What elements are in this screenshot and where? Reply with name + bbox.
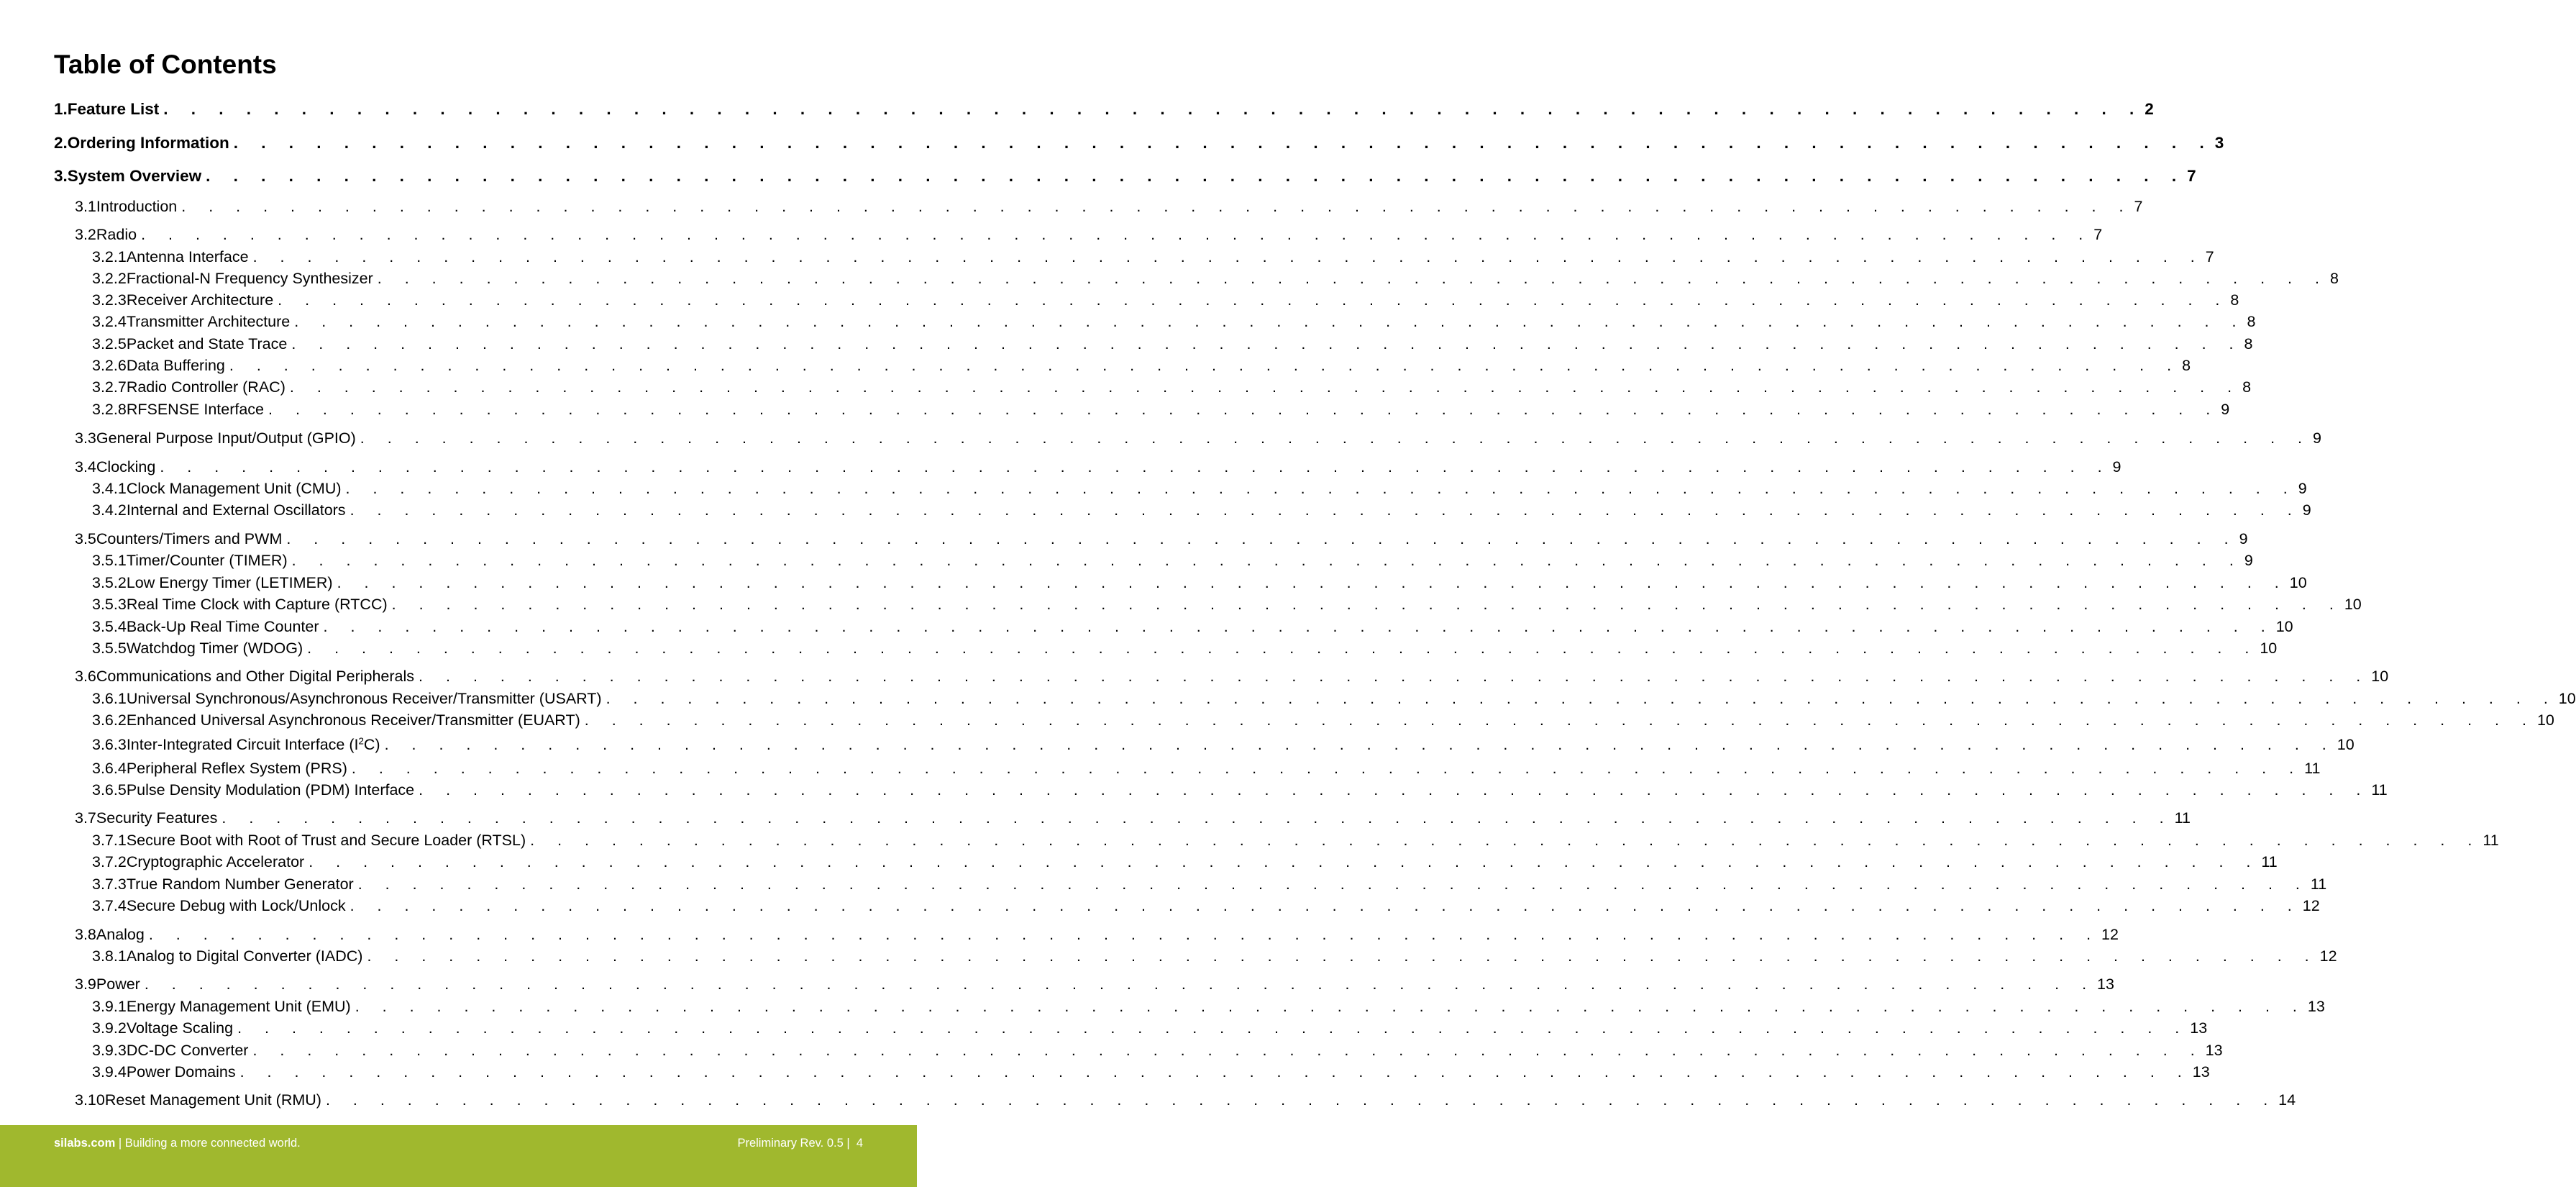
dot-leader: . . . . . . . . . . . . . . . . . . . . . . . . . . . . . . . . . . . . . . . . . . . . . . . . . . . . . . . . . . . . . . . . . . . . . . . . <box>323 618 2275 635</box>
entry-title: Back-Up Real Time Counter <box>126 618 319 635</box>
toc-entry[interactable] <box>92 291 2239 309</box>
entry-title: Real Time Clock with Capture (RTCC) <box>126 596 388 613</box>
toc-entry[interactable] <box>92 640 2278 657</box>
entry-title: True Random Number Generator <box>126 876 354 893</box>
page-number: 10 <box>2260 640 2278 657</box>
entry-number: 3.8 <box>75 926 96 943</box>
entry-title: Voltage Scaling <box>126 1019 234 1037</box>
toc-entry[interactable] <box>92 313 2256 330</box>
entry-title: Energy Management Unit (EMU) <box>126 998 351 1015</box>
toc-entry[interactable] <box>92 378 2252 396</box>
page-number: 9 <box>2221 401 2230 418</box>
entry-title: Low Energy Timer (LETIMER) <box>126 574 333 591</box>
dot-leader: . . . . . . . . . . . . . . . . . . . . . . . . . . . . . . . . . . . . . . . . . . . . . . . . . . . . . . . . . . . . . . . . . . . . . . . . <box>419 668 2370 685</box>
entry-number: 3.9 <box>75 975 96 993</box>
page-number: 8 <box>2230 291 2239 309</box>
entry-number: 3.9.1 <box>92 998 127 1015</box>
entry-title: Communications and Other Digital Peripherals <box>96 668 415 685</box>
entry-number: 3.2 <box>75 226 96 243</box>
dot-leader: . . . . . . . . . . . . . . . . . . . . . . . . . . . . . . . . . . . . . . . . . . . . . . . . . . . . . . . . . . . . . . . . . . . . . . . . <box>148 926 2101 943</box>
entry-title: Enhanced Universal Asynchronous Receiver/Transmitter (EUART) <box>126 711 580 729</box>
entry-title <box>127 737 380 753</box>
page-number: 8 <box>2182 357 2191 374</box>
entry-number: 3.2.4 <box>92 313 127 330</box>
dot-leader: . . . . . . . . . . . . . . . . . . . . . . . . . . . . . . . . . . . . . . . . . . . . . . . . . . . . . . . . . . . . . . . . . . . . . . . . <box>584 711 2536 729</box>
page-number: 11 <box>2261 853 2278 870</box>
toc-entry[interactable] <box>92 832 2499 849</box>
dot-leader: . . . . . . . . . . . . . . . . . . . . . . . . . . . . . . . . . . . . . . . . . . . . . . . . . . . . . . . . . . . . . . . . . . . . . . . . <box>160 458 2111 476</box>
dot-leader: . . . . . . . . . . . . . . . . . . . . . . . . . . . . . . . . . . . . . . . . . . . . . . . . . . . . . . . . . . . . . . . . . . . . . . . . <box>163 100 2144 118</box>
page-number: 9 <box>2244 552 2253 569</box>
entry-title: Timer/Counter (TIMER) <box>126 552 288 569</box>
page-number: 12 <box>2302 897 2320 914</box>
footer-right <box>737 1137 863 1150</box>
toc-entry[interactable] <box>75 530 2248 547</box>
page-number: 8 <box>2329 270 2339 287</box>
entry-number: 2. <box>54 134 68 152</box>
toc-entry[interactable] <box>75 198 2143 215</box>
entry-title: Packet and State Trace <box>126 335 288 353</box>
entry-number: 3.6 <box>75 668 96 685</box>
dot-leader: . . . . . . . . . . . . . . . . . . . . . . . . . . . . . . . . . . . . . . . . . . . . . . . . . . . . . . . . . . . . . . . . . . . . . . . . <box>350 897 2301 914</box>
entry-number: 3.5.5 <box>92 640 127 657</box>
entry-title: Data Buffering <box>126 357 225 374</box>
entry-number: 3.1 <box>75 198 96 215</box>
page-number: 11 <box>2174 809 2191 827</box>
entry-number: 3.5.2 <box>92 574 127 591</box>
toc-entry[interactable] <box>92 618 2293 635</box>
page-number: 10 <box>2536 711 2554 729</box>
toc-entry[interactable] <box>92 480 2307 497</box>
entry-number: 1. <box>54 100 68 118</box>
toc-entry[interactable] <box>92 574 2307 591</box>
entry-number: 3.7.3 <box>92 876 127 893</box>
entry-number: 3.5.4 <box>92 618 127 635</box>
toc-entry[interactable] <box>92 781 2388 799</box>
page-number: 13 <box>2097 975 2114 993</box>
toc-entry[interactable] <box>92 897 2320 914</box>
entry-title: Watchdog Timer (WDOG) <box>126 640 303 657</box>
entry-number: 3.7.1 <box>92 832 127 849</box>
entry-number: 3.3 <box>75 429 96 447</box>
dot-leader: . . . . . . . . . . . . . . . . . . . . . . . . . . . . . . . . . . . . . . . . . . . . . . . . . . . . . . . . . . . . . . . . . . . . . . . . <box>252 248 2204 265</box>
entry-number: 3.9.2 <box>92 1019 127 1037</box>
dot-leader: . . . . . . . . . . . . . . . . . . . . . . . . . . . . . . . . . . . . . . . . . . . . . . . . . . . . . . . . . . . . . . . . . . . . . . . . <box>268 401 2220 418</box>
dot-leader: . . . . . . . . . . . . . . . . . . . . . . . . . . . . . . . . . . . . . . . . . . . . . . . . . . . . . . . . . . . . . . . . . . . . . . . . <box>606 690 2557 707</box>
entry-number: 3.5 <box>75 530 96 547</box>
dot-leader: . . . . . . . . . . . . . . . . . . . . . . . . . . . . . . . . . . . . . . . . . . . . . . . . . . . . . . . . . . . . . . . . . . . . . . . . <box>309 853 2260 870</box>
entry-number: 3.2.6 <box>92 357 127 374</box>
toc-entry[interactable] <box>54 134 2224 152</box>
toc-entry[interactable] <box>92 270 2339 287</box>
entry-title: Peripheral Reflex System (PRS) <box>126 760 347 777</box>
dot-leader: . . . . . . . . . . . . . . . . . . . . . . . . . . . . . . . . . . . . . . . . . . . . . . . . . . . . . . . . . . . . . . . . . . . . . . . . <box>355 998 2306 1015</box>
page-number: 11 <box>2304 760 2321 777</box>
page-number: 10 <box>2371 668 2389 685</box>
page-number: 3 <box>2214 134 2224 152</box>
toc-entry[interactable] <box>92 552 2253 569</box>
dot-leader: . . . . . . . . . . . . . . . . . . . . . . . . . . . . . . . . . . . . . . . . . . . . . . . . . . . . . . . . . . . . . . . . . . . . . . . . <box>291 335 2243 353</box>
entry-title-post: C) <box>363 736 380 753</box>
entry-number: 3.9.3 <box>92 1042 127 1059</box>
page-number: 10 <box>2289 574 2307 591</box>
dot-leader: . . . . . . . . . . . . . . . . . . . . . . . . . . . . . . . . . . . . . . . . . . . . . . . . . . . . . . . . . . . . . . . . . . . . . . . . <box>391 596 2343 613</box>
entry-number: 3.7.4 <box>92 897 127 914</box>
dot-leader: . . . . . . . . . . . . . . . . . . . . . . . . . . . . . . . . . . . . . . . . . . . . . . . . . . . . . . . . . . . . . . . . . . . . . . . . <box>286 530 2238 547</box>
dot-leader: . . . . . . . . . . . . . . . . . . . . . . . . . . . . . . . . . . . . . . . . . . . . . . . . . . . . . . . . . . . . . . . . . . . . . . . . <box>233 134 2214 152</box>
entry-title: Pulse Density Modulation (PDM) Interface <box>126 781 415 799</box>
entry-number: 3.5.3 <box>92 596 127 613</box>
entry-title: Receiver Architecture <box>126 291 274 309</box>
footer-bar <box>0 1125 917 1187</box>
dot-leader: . . . . . . . . . . . . . . . . . . . . . . . . . . . . . . . . . . . . . . . . . . . . . . . . . . . . . . . . . . . . . . . . . . . . . . . . <box>144 975 2096 993</box>
toc-entry[interactable] <box>92 248 2214 265</box>
entry-number: 3.4.1 <box>92 480 127 497</box>
dot-leader: . . . . . . . . . . . . . . . . . . . . . . . . . . . . . . . . . . . . . . . . . . . . . . . . . . . . . . . . . . . . . . . . . . . . . . . . <box>360 429 2311 447</box>
superscript: 2 <box>358 735 364 747</box>
entry-title: Secure Debug with Lock/Unlock <box>126 897 346 914</box>
entry-number: 3.5.1 <box>92 552 127 569</box>
entry-title: Ordering Information <box>67 134 229 152</box>
toc-entry[interactable] <box>75 926 2119 943</box>
page-number: 2 <box>2145 100 2154 118</box>
toc-entry[interactable] <box>92 1063 2210 1081</box>
entry-number: 3.2.2 <box>92 270 127 287</box>
entry-title: RFSENSE Interface <box>126 401 265 418</box>
page-number: 10 <box>2275 618 2293 635</box>
entry-title: Transmitter Architecture <box>126 313 291 330</box>
page-number: 9 <box>2112 458 2121 476</box>
dot-leader: . . . . . . . . . . . . . . . . . . . . . . . . . . . . . . . . . . . . . . . . . . . . . . . . . . . . . . . . . . . . . . . . . . . . . . . . <box>206 167 2186 185</box>
toc-entry[interactable] <box>75 668 2389 685</box>
dot-leader: . . . . . . . . . . . . . . . . . . . . . . . . . . . . . . . . . . . . . . . . . . . . . . . . . . . . . . . . . . . . . . . . . . . . . . . . <box>307 640 2259 657</box>
entry-number: 3.2.3 <box>92 291 127 309</box>
page-number: 7 <box>2093 226 2103 243</box>
page-number: 11 <box>2483 832 2499 849</box>
page-number: 9 <box>2313 429 2321 447</box>
entry-title: Radio Controller (RAC) <box>126 378 286 396</box>
entry-title: Reset Management Unit (RMU) <box>104 1091 321 1109</box>
entry-title: General Purpose Input/Output (GPIO) <box>96 429 356 447</box>
toc-entry[interactable] <box>92 947 2337 965</box>
dot-leader: . . . . . . . . . . . . . . . . . . . . . . . . . . . . . . . . . . . . . . . . . . . . . . . . . . . . . . . . . . . . . . . . . . . . . . . . <box>239 1063 2191 1081</box>
dot-leader: . . . . . . . . . . . . . . . . . . . . . . . . . . . . . . . . . . . . . . . . . . . . . . . . . . . . . . . . . . . . . . . . . . . . . . . . <box>221 809 2173 827</box>
page-number: 7 <box>2134 198 2143 215</box>
toc-entry[interactable] <box>92 1019 2208 1037</box>
page-number: 14 <box>2278 1091 2296 1109</box>
entry-number: 3.7 <box>75 809 96 827</box>
entry-number: 3.6.5 <box>92 781 127 799</box>
entry-number: 3.7.2 <box>92 853 127 870</box>
page-number: 7 <box>2187 167 2196 185</box>
entry-title: System Overview <box>67 167 202 185</box>
dot-leader: . . . . . . . . . . . . . . . . . . . . . . . . . . . . . . . . . . . . . . . . . . . . . . . . . . . . . . . . . . . . . . . . . . . . . . . . <box>377 270 2329 287</box>
entry-title: Introduction <box>96 198 178 215</box>
dot-leader: . . . . . . . . . . . . . . . . . . . . . . . . . . . . . . . . . . . . . . . . . . . . . . . . . . . . . . . . . . . . . . . . . . . . . . . . <box>357 876 2309 893</box>
dot-leader: . . . . . . . . . . . . . . . . . . . . . . . . . . . . . . . . . . . . . . . . . . . . . . . . . . . . . . . . . . . . . . . . . . . . . . . . <box>345 480 2297 497</box>
entry-title: Power <box>96 975 140 993</box>
footer-separator: | <box>115 1137 125 1150</box>
dot-leader: . . . . . . . . . . . . . . . . . . . . . . . . . . . . . . . . . . . . . . . . . . . . . . . . . . . . . . . . . . . . . . . . . . . . . . . . <box>289 378 2242 396</box>
footer-revision: Preliminary Rev. 0.5 | <box>737 1137 854 1150</box>
dot-leader: . . . . . . . . . . . . . . . . . . . . . . . . . . . . . . . . . . . . . . . . . . . . . . . . . . . . . . . . . . . . . . . . . . . . . . . . <box>237 1019 2189 1037</box>
page-number: 7 <box>2205 248 2214 265</box>
entry-title: Feature List <box>67 100 160 118</box>
dot-leader: . . . . . . . . . . . . . . . . . . . . . . . . . . . . . . . . . . . . . . . . . . . . . . . . . . . . . . . . . . . . . . . . . . . . . . . . <box>350 501 2301 519</box>
dot-leader: . . . . . . . . . . . . . . . . . . . . . . . . . . . . . . . . . . . . . . . . . . . . . . . . . . . . . . . . . . . . . . . . . . . . . . . . <box>325 1091 2278 1109</box>
entry-title: Antenna Interface <box>126 248 249 265</box>
entry-title: Clocking <box>96 458 156 476</box>
dot-leader: . . . . . . . . . . . . . . . . . . . . . . . . . . . . . . . . . . . . . . . . . . . . . . . . . . . . . . . . . . . . . . . . . . . . . . . . <box>278 291 2229 309</box>
toc-entry[interactable] <box>92 335 2253 353</box>
entry-title-pre: Inter-Integrated Circuit Interface (I <box>126 736 359 753</box>
page-number: 10 <box>2558 690 2576 707</box>
entry-title: Security Features <box>96 809 218 827</box>
entry-title: Counters/Timers and PWM <box>96 530 283 547</box>
page-number: 10 <box>2344 596 2362 613</box>
page-number: 9 <box>2302 501 2311 519</box>
entry-title: Secure Boot with Root of Trust and Secure Loader (RTSL) <box>126 832 526 849</box>
entry-number: 3.4.2 <box>92 501 127 519</box>
entry-number: 3.6.2 <box>92 711 127 729</box>
entry-number: 3. <box>54 167 68 185</box>
toc-entry[interactable] <box>75 809 2191 827</box>
entry-title: Internal and External Oscillators <box>126 501 346 519</box>
footer-left <box>54 1137 301 1150</box>
page-number: 8 <box>2242 378 2252 396</box>
entry-number: 3.2.7 <box>92 378 127 396</box>
page-number: 9 <box>2298 480 2307 497</box>
dot-leader: . . . . . . . . . . . . . . . . . . . . . . . . . . . . . . . . . . . . . . . . . . . . . . . . . . . . . . . . . . . . . . . . . . . . . . . . <box>384 736 2336 753</box>
entry-title: Power Domains <box>126 1063 236 1081</box>
entry-number: 3.2.1 <box>92 248 127 265</box>
page-title: Table of Contents <box>54 50 277 79</box>
dot-leader: . . . . . . . . . . . . . . . . . . . . . . . . . . . . . . . . . . . . . . . . . . . . . . . . . . . . . . . . . . . . . . . . . . . . . . . . <box>294 313 2246 330</box>
toc-entry[interactable] <box>92 501 2311 519</box>
dot-leader: . . . . . . . . . . . . . . . . . . . . . . . . . . . . . . . . . . . . . . . . . . . . . . . . . . . . . . . . . . . . . . . . . . . . . . . . <box>351 760 2303 777</box>
entry-number: 3.10 <box>75 1091 105 1109</box>
toc-entry[interactable] <box>75 226 2103 243</box>
toc-entry[interactable] <box>75 975 2114 993</box>
entry-title: Analog to Digital Converter (IADC) <box>126 947 363 965</box>
entry-title: Cryptographic Accelerator <box>126 853 305 870</box>
page-number: 11 <box>2310 876 2327 893</box>
page-number: 11 <box>2371 781 2388 799</box>
dot-leader: . . . . . . . . . . . . . . . . . . . . . . . . . . . . . . . . . . . . . . . . . . . . . . . . . . . . . . . . . . . . . . . . . . . . . . . . <box>367 947 2319 965</box>
toc-entry[interactable] <box>75 458 2121 476</box>
entry-title: DC-DC Converter <box>126 1042 249 1059</box>
page-number: 10 <box>2337 736 2355 753</box>
entry-number: 3.2.5 <box>92 335 127 353</box>
dot-leader: . . . . . . . . . . . . . . . . . . . . . . . . . . . . . . . . . . . . . . . . . . . . . . . . . . . . . . . . . . . . . . . . . . . . . . . . <box>229 357 2181 374</box>
entry-number: 3.9.4 <box>92 1063 127 1081</box>
toc-entry[interactable] <box>92 1042 2223 1059</box>
footer-tagline: Building a more connected world. <box>124 1137 301 1150</box>
dot-leader: . . . . . . . . . . . . . . . . . . . . . . . . . . . . . . . . . . . . . . . . . . . . . . . . . . . . . . . . . . . . . . . . . . . . . . . . <box>419 781 2370 799</box>
page-number: 13 <box>2190 1019 2208 1037</box>
dot-leader: . . . . . . . . . . . . . . . . . . . . . . . . . . . . . . . . . . . . . . . . . . . . . . . . . . . . . . . . . . . . . . . . . . . . . . . . <box>141 226 2093 243</box>
entry-number: 3.4 <box>75 458 96 476</box>
dot-leader: . . . . . . . . . . . . . . . . . . . . . . . . . . . . . . . . . . . . . . . . . . . . . . . . . . . . . . . . . . . . . . . . . . . . . . . . <box>291 552 2243 569</box>
toc-entry[interactable] <box>92 998 2325 1015</box>
toc-entry[interactable] <box>54 167 2196 185</box>
footer-page-number: 4 <box>856 1137 863 1150</box>
page-number: 8 <box>2244 335 2253 353</box>
toc-entry[interactable] <box>92 711 2554 729</box>
page-number: 13 <box>2192 1063 2210 1081</box>
entry-title: Analog <box>96 926 145 943</box>
page-number: 13 <box>2307 998 2325 1015</box>
dot-leader: . . . . . . . . . . . . . . . . . . . . . . . . . . . . . . . . . . . . . . . . . . . . . . . . . . . . . . . . . . . . . . . . . . . . . . . . <box>337 574 2288 591</box>
entry-number: 3.6.4 <box>92 760 127 777</box>
footer-site-link[interactable]: silabs.com <box>54 1137 116 1150</box>
toc-entry[interactable] <box>92 401 2230 418</box>
entry-title: Radio <box>96 226 137 243</box>
toc-entry[interactable] <box>92 735 2355 753</box>
page-number: 13 <box>2205 1042 2223 1059</box>
entry-number: 3.6.1 <box>92 690 127 707</box>
entry-number: 3.2.8 <box>92 401 127 418</box>
toc-entry[interactable] <box>92 876 2327 893</box>
toc-entry[interactable] <box>92 690 2576 707</box>
toc-entry[interactable] <box>75 429 2321 447</box>
dot-leader: . . . . . . . . . . . . . . . . . . . . . . . . . . . . . . . . . . . . . . . . . . . . . . . . . . . . . . . . . . . . . . . . . . . . . . . . <box>181 198 2133 215</box>
toc-entry[interactable] <box>92 357 2191 374</box>
entry-number: 3.6.3 <box>92 736 127 753</box>
page-number: 9 <box>2239 530 2248 547</box>
dot-leader: . . . . . . . . . . . . . . . . . . . . . . . . . . . . . . . . . . . . . . . . . . . . . . . . . . . . . . . . . . . . . . . . . . . . . . . . <box>252 1042 2204 1059</box>
page-number: 12 <box>2319 947 2337 965</box>
toc-entry[interactable] <box>92 760 2321 777</box>
entry-number: 3.8.1 <box>92 947 127 965</box>
toc-entry[interactable] <box>54 100 2154 118</box>
page-number: 8 <box>2247 313 2256 330</box>
toc-entry[interactable] <box>92 853 2278 870</box>
entry-title: Fractional-N Frequency Synthesizer <box>126 270 373 287</box>
toc-entry[interactable] <box>92 596 2362 613</box>
page-number: 12 <box>2101 926 2119 943</box>
entry-title: Clock Management Unit (CMU) <box>126 480 342 497</box>
dot-leader: . . . . . . . . . . . . . . . . . . . . . . . . . . . . . . . . . . . . . . . . . . . . . . . . . . . . . . . . . . . . . . . . . . . . . . . . <box>530 832 2482 849</box>
entry-title: Universal Synchronous/Asynchronous Receiver/Transmitter (USART) <box>126 690 602 707</box>
toc-entry[interactable] <box>75 1091 2296 1109</box>
